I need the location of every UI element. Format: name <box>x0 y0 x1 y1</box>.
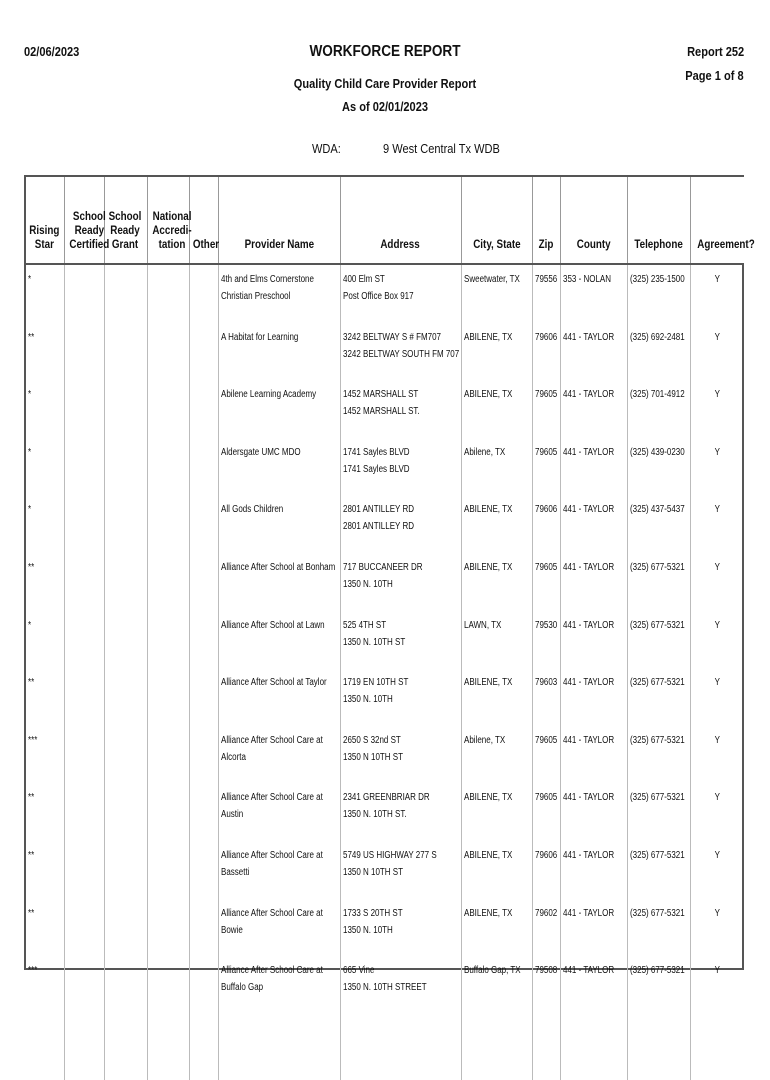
zip-cell: 79606 <box>532 323 560 381</box>
col-header-school-ready-grant: School Ready Grant <box>104 177 147 264</box>
school-ready-grant-cell <box>104 611 147 669</box>
telephone-cell: (325) 677-5321 <box>627 611 690 669</box>
address-line-1: 2650 S 32nd ST <box>342 734 401 746</box>
agreement-cell: Y <box>714 504 720 516</box>
county-cell: 441 - TAYLOR <box>560 380 627 438</box>
national-accreditation-cell <box>147 438 189 496</box>
zip-cell: 79605 <box>532 553 560 611</box>
national-accreditation-cell <box>147 495 189 553</box>
school-ready-grant-cell <box>104 264 147 323</box>
address-line-2: 1350 N. 10TH <box>342 694 393 706</box>
address-line-1: 400 Elm ST <box>342 274 385 285</box>
county-cell: 441 - TAYLOR <box>560 726 627 784</box>
address-cell <box>340 380 461 438</box>
zip-cell: 79508 <box>532 956 560 1014</box>
table-row <box>26 899 744 957</box>
address-line-2: 1350 N. 10TH ST <box>342 636 405 648</box>
table-row <box>26 611 744 669</box>
address-line-1: 2341 GREENBRIAR DR <box>342 792 430 804</box>
rising-star-cell: * <box>26 264 64 323</box>
rising-star-cell: ** <box>26 783 64 841</box>
agreement-cell: Y <box>714 619 720 631</box>
agreement-cell: Y <box>714 389 720 401</box>
zip-cell: 79556 <box>532 264 560 323</box>
city-state-cell: Sweetwater, TX <box>461 264 532 323</box>
other-cell <box>189 899 218 957</box>
city-state-cell: ABILENE, TX <box>461 553 532 611</box>
national-accreditation-cell <box>147 899 189 957</box>
school-ready-certified-cell <box>64 264 104 323</box>
school-ready-certified-cell <box>64 495 104 553</box>
national-accreditation-cell <box>147 783 189 841</box>
city-state-cell: ABILENE, TX <box>461 495 532 553</box>
school-ready-grant-cell <box>104 726 147 784</box>
address-cell <box>340 956 461 1014</box>
other-cell <box>189 323 218 381</box>
agreement-cell: Y <box>714 965 720 977</box>
national-accreditation-cell <box>147 956 189 1014</box>
other-cell <box>189 495 218 553</box>
county-cell: 441 - TAYLOR <box>560 553 627 611</box>
address-line-2: 1350 N. 10TH STREET <box>342 982 427 994</box>
table-row <box>26 783 744 841</box>
report-as-of-date: As of 02/01/2023 <box>341 99 429 114</box>
provider-name-cell: Alliance After School Care at Buffalo Gap <box>218 956 340 1014</box>
zip-cell: 79603 <box>532 668 560 726</box>
other-cell <box>189 438 218 496</box>
county-cell: 441 - TAYLOR <box>560 323 627 381</box>
telephone-cell: (325) 677-5321 <box>627 553 690 611</box>
col-header-provider-name: Provider Name <box>218 177 340 264</box>
table-filler-row <box>26 1014 744 1080</box>
table-row <box>26 841 744 899</box>
provider-table-frame <box>24 175 755 994</box>
page-number: Page 1 of 8 <box>685 68 744 83</box>
county-cell: 441 - TAYLOR <box>560 611 627 669</box>
zip-cell: 79605 <box>532 438 560 496</box>
report-date: 02/06/2023 <box>24 44 80 59</box>
provider-name-cell: Abilene Learning Academy <box>218 380 340 438</box>
city-state-cell: LAWN, TX <box>461 611 532 669</box>
col-header-telephone: Telephone <box>627 177 690 264</box>
rising-star-cell: ** <box>26 553 64 611</box>
city-state-cell: ABILENE, TX <box>461 323 532 381</box>
zip-cell: 79605 <box>532 783 560 841</box>
school-ready-certified-cell <box>64 380 104 438</box>
wda-label: WDA: <box>312 141 341 156</box>
agreement-cell: Y <box>714 734 720 746</box>
city-state-cell: ABILENE, TX <box>461 380 532 438</box>
county-cell: 441 - TAYLOR <box>560 438 627 496</box>
zip-cell: 79606 <box>532 495 560 553</box>
rising-star-cell: ** <box>26 899 64 957</box>
address-cell <box>340 438 461 496</box>
zip-cell: 79602 <box>532 899 560 957</box>
address-line-1: 525 4TH ST <box>342 619 386 631</box>
county-cell: 441 - TAYLOR <box>560 841 627 899</box>
national-accreditation-cell <box>147 264 189 323</box>
wda-value: 9 West Central Tx WDB <box>383 141 500 156</box>
rising-star-cell: * <box>26 438 64 496</box>
other-cell <box>189 553 218 611</box>
school-ready-certified-cell <box>64 783 104 841</box>
table-row <box>26 495 744 553</box>
other-cell <box>189 264 218 323</box>
rising-star-cell: ** <box>26 668 64 726</box>
other-cell <box>189 611 218 669</box>
address-cell <box>340 264 461 323</box>
provider-table <box>26 177 755 1080</box>
city-state-cell: ABILENE, TX <box>461 783 532 841</box>
rising-star-cell: * <box>26 495 64 553</box>
agreement-cell: Y <box>714 561 720 573</box>
col-header-national-accreditation: National Accredi- tation <box>147 177 189 264</box>
address-cell <box>340 726 461 784</box>
school-ready-grant-cell <box>104 380 147 438</box>
rising-star-cell: * <box>26 380 64 438</box>
agreement-cell: Y <box>714 331 720 343</box>
city-state-cell: ABILENE, TX <box>461 899 532 957</box>
provider-name-cell: Alliance After School Care at Austin <box>218 783 340 841</box>
telephone-cell: (325) 677-5321 <box>627 899 690 957</box>
city-state-cell: ABILENE, TX <box>461 668 532 726</box>
table-row <box>26 264 744 323</box>
school-ready-grant-cell <box>104 553 147 611</box>
school-ready-certified-cell <box>64 899 104 957</box>
col-header-rising-star: Rising Star <box>26 177 64 264</box>
address-cell <box>340 783 461 841</box>
school-ready-certified-cell <box>64 438 104 496</box>
other-cell <box>189 668 218 726</box>
table-row <box>26 323 744 381</box>
telephone-cell: (325) 677-5321 <box>627 668 690 726</box>
provider-name-cell: Alliance After School at Taylor <box>218 668 340 726</box>
address-line-1: 717 BUCCANEER DR <box>342 561 423 573</box>
col-header-agreement: Agreement? <box>690 177 744 264</box>
city-state-cell: Abilene, TX <box>461 438 532 496</box>
school-ready-certified-cell <box>64 956 104 1014</box>
telephone-cell: (325) 677-5321 <box>627 956 690 1014</box>
table-row <box>26 380 744 438</box>
agreement-cell: Y <box>714 274 720 285</box>
col-header-zip: Zip <box>532 177 560 264</box>
address-line-2: 1350 N. 10TH ST. <box>342 809 407 821</box>
rising-star-cell: ** <box>26 841 64 899</box>
telephone-cell: (325) 439-0230 <box>627 438 690 496</box>
school-ready-certified-cell <box>64 726 104 784</box>
table-row <box>26 553 744 611</box>
telephone-cell: (325) 677-5321 <box>627 726 690 784</box>
address-line-2: 3242 BELTWAY SOUTH FM 707 <box>342 348 459 360</box>
address-line-2: 1741 Sayles BLVD <box>342 463 410 475</box>
provider-name-cell: Alliance After School at Lawn <box>218 611 340 669</box>
table-row <box>26 726 744 784</box>
address-line-1: 1452 MARSHALL ST <box>342 389 418 401</box>
report-number: Report 252 <box>686 44 744 59</box>
national-accreditation-cell <box>147 323 189 381</box>
col-header-school-ready-certified: School Ready Certified <box>64 177 104 264</box>
school-ready-grant-cell <box>104 783 147 841</box>
national-accreditation-cell <box>147 841 189 899</box>
address-line-2: 2801 ANTILLEY RD <box>342 521 414 533</box>
address-cell <box>340 611 461 669</box>
school-ready-grant-cell <box>104 323 147 381</box>
national-accreditation-cell <box>147 668 189 726</box>
county-cell: 441 - TAYLOR <box>560 495 627 553</box>
address-cell <box>340 841 461 899</box>
address-line-2: 1350 N. 10TH <box>342 578 393 590</box>
school-ready-certified-cell <box>64 841 104 899</box>
other-cell <box>189 956 218 1014</box>
county-cell: 441 - TAYLOR <box>560 668 627 726</box>
report-subtitle: Quality Child Care Provider Report <box>293 76 477 91</box>
address-cell <box>340 899 461 957</box>
school-ready-grant-cell <box>104 495 147 553</box>
agreement-cell: Y <box>714 677 720 689</box>
address-line-2: 1452 MARSHALL ST. <box>342 406 420 418</box>
address-cell <box>340 553 461 611</box>
agreement-cell: Y <box>714 907 720 919</box>
school-ready-certified-cell <box>64 553 104 611</box>
rising-star-cell: * <box>26 611 64 669</box>
other-cell <box>189 841 218 899</box>
other-cell <box>189 726 218 784</box>
city-state-cell: ABILENE, TX <box>461 841 532 899</box>
address-line-1: 3242 BELTWAY S # FM707 <box>342 331 441 343</box>
provider-name-cell: All Gods Children <box>218 495 340 553</box>
school-ready-certified-cell <box>64 323 104 381</box>
agreement-cell: Y <box>714 849 720 861</box>
county-cell: 441 - TAYLOR <box>560 783 627 841</box>
other-cell <box>189 783 218 841</box>
zip-cell: 79530 <box>532 611 560 669</box>
address-line-1: 1719 EN 10TH ST <box>342 677 408 689</box>
address-line-1: 5749 US HIGHWAY 277 S <box>342 849 437 861</box>
address-cell <box>340 668 461 726</box>
col-header-county: County <box>560 177 627 264</box>
address-line-1: 1741 Sayles BLVD <box>342 446 410 458</box>
address-line-2: 1350 N 10TH ST <box>342 866 403 878</box>
address-line-1: 1733 S 20TH ST <box>342 907 403 919</box>
telephone-cell: (325) 677-5321 <box>627 783 690 841</box>
table-row <box>26 956 744 1014</box>
col-header-city-state: City, State <box>461 177 532 264</box>
address-line-2: Post Office Box 917 <box>342 291 414 302</box>
provider-name-cell: Alliance After School Care at Alcorta <box>218 726 340 784</box>
rising-star-cell: ** <box>26 323 64 381</box>
provider-name-cell: Alliance After School at Bonham <box>218 553 340 611</box>
school-ready-grant-cell <box>104 438 147 496</box>
other-cell <box>189 380 218 438</box>
school-ready-certified-cell <box>64 611 104 669</box>
county-cell: 441 - TAYLOR <box>560 899 627 957</box>
school-ready-certified-cell <box>64 668 104 726</box>
address-line-1: 665 Vine <box>342 965 374 977</box>
provider-name-cell: Aldersgate UMC MDO <box>218 438 340 496</box>
city-state-cell: Buffalo Gap, TX <box>461 956 532 1014</box>
table-row <box>26 438 744 496</box>
col-header-other: Other <box>189 177 218 264</box>
table-header-row <box>26 177 744 264</box>
agreement-cell: Y <box>714 792 720 804</box>
school-ready-grant-cell <box>104 668 147 726</box>
report-title: WORKFORCE REPORT <box>309 43 461 60</box>
telephone-cell: (325) 677-5321 <box>627 841 690 899</box>
national-accreditation-cell <box>147 726 189 784</box>
national-accreditation-cell <box>147 553 189 611</box>
address-line-2: 1350 N 10TH ST <box>342 751 403 763</box>
national-accreditation-cell <box>147 611 189 669</box>
national-accreditation-cell <box>147 380 189 438</box>
telephone-cell: (325) 235-1500 <box>627 264 690 323</box>
school-ready-grant-cell <box>104 956 147 1014</box>
provider-name-cell: A Habitat for Learning <box>218 323 340 381</box>
address-line-1: 2801 ANTILLEY RD <box>342 504 414 516</box>
address-line-2: 1350 N. 10TH <box>342 924 393 936</box>
address-cell <box>340 495 461 553</box>
provider-name-cell: 4th and Elms Cornerstone Christian Preschool <box>218 264 340 323</box>
zip-cell: 79606 <box>532 841 560 899</box>
zip-cell: 79605 <box>532 726 560 784</box>
provider-name-cell: Alliance After School Care at Bowie <box>218 899 340 957</box>
county-cell: 353 - NOLAN <box>560 264 627 323</box>
school-ready-grant-cell <box>104 841 147 899</box>
telephone-cell: (325) 701-4912 <box>627 380 690 438</box>
table-row <box>26 668 744 726</box>
county-cell: 441 - TAYLOR <box>560 956 627 1014</box>
provider-name-cell: Alliance After School Care at Bassetti <box>218 841 340 899</box>
rising-star-cell: *** <box>26 956 64 1014</box>
city-state-cell: Abilene, TX <box>461 726 532 784</box>
school-ready-grant-cell <box>104 899 147 957</box>
zip-cell: 79605 <box>532 380 560 438</box>
agreement-cell: Y <box>714 446 720 458</box>
col-header-address: Address <box>340 177 461 264</box>
rising-star-cell: *** <box>26 726 64 784</box>
telephone-cell: (325) 692-2481 <box>627 323 690 381</box>
telephone-cell: (325) 437-5437 <box>627 495 690 553</box>
address-cell <box>340 323 461 381</box>
